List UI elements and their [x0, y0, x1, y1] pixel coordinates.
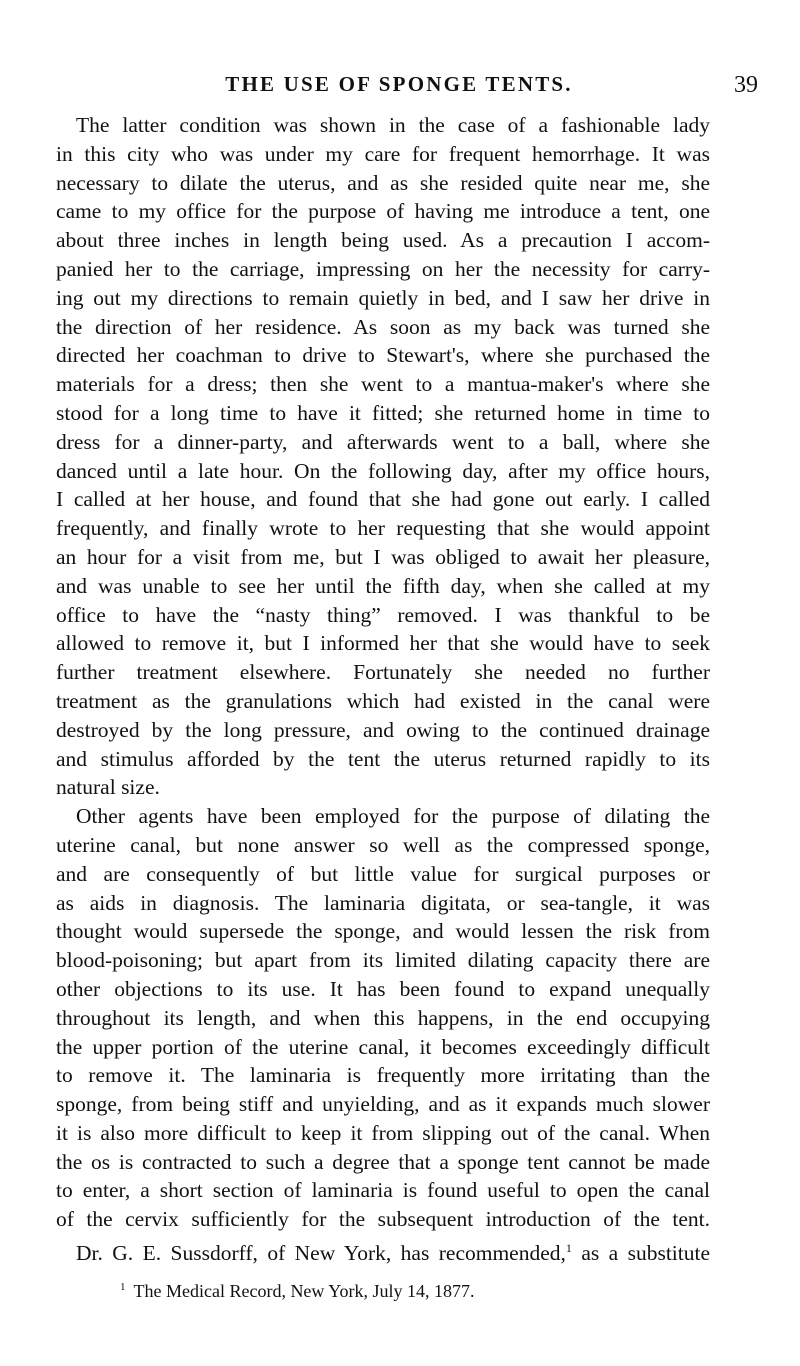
text-line: I called at her house, and found that she had gone out early. I called: [56, 487, 710, 512]
body-text: [56, 111, 711, 1266]
text-line: blood-poisoning; but apart from its limited dilating capacity there are: [56, 948, 710, 973]
text-line: danced until a late hour. On the following day, after my office hours,: [56, 458, 710, 483]
text-line: treatment as the granulations which had existed in the canal were: [56, 688, 710, 713]
text-line: to enter, a short section of laminaria is found useful to open the canal: [56, 1178, 710, 1203]
text-line: allowed to remove it, but I informed her that she would have to seek: [56, 631, 710, 656]
text-line: ing out my directions to remain quietly in bed, and I saw her drive in: [56, 285, 710, 310]
text-line: and was unable to see her until the fifth day, when she called at my: [56, 573, 710, 598]
text-line: thought would supersede the sponge, and would lessen the risk from: [56, 919, 710, 944]
text-line: The latter condition was shown in the case of a fashionable lady: [76, 113, 710, 137]
text-line: natural size.: [56, 775, 160, 800]
text-line: [56, 1234, 711, 1266]
text-line: frequently, and finally wrote to her requesting that she would appoint: [56, 516, 710, 541]
text-line: stood for a long time to have it fitted; she returned home in time to: [56, 400, 710, 425]
text-line: and are consequently of but little value for surgical purposes or: [56, 861, 710, 886]
text-line: Other agents have been employed for the purpose of dilating the: [76, 804, 710, 829]
text-line: sponge, from being stiff and unyielding, and as it expands much slower: [56, 1092, 710, 1117]
text-line: destroyed by the long pressure, and owing to the continued drainage: [56, 717, 710, 742]
text-line: an hour for a visit from me, but I was obliged to await her pleasure,: [56, 544, 710, 569]
text-line: to remove it. The laminaria is frequently more irritating than the: [56, 1063, 710, 1088]
text-line: throughout its length, and when this happens, in the end occupying: [56, 1005, 710, 1030]
text-line: about three inches in length being used. As a precaution I accom-: [56, 228, 710, 253]
page-number: 39: [734, 72, 758, 98]
text-fragment: Dr. G. E. Sussdorff, of New York, has recommended,: [76, 1241, 566, 1266]
running-title: THE USE OF SPONGE TENTS.: [225, 72, 573, 96]
text-line: of the cervix sufficiently for the subsequent introduction of the tent.: [56, 1207, 710, 1232]
footnote: [56, 1275, 710, 1303]
text-line: dress for a dinner-party, and afterwards went to a ball, where she: [56, 429, 710, 454]
text-line: directed her coachman to drive to Stewart's, where she purchased the: [56, 343, 710, 368]
text-line: it is also more difficult to keep it from slipping out of the canal. When: [56, 1120, 710, 1145]
text-line: the upper portion of the uterine canal, it becomes exceedingly difficult: [56, 1034, 710, 1059]
paragraph-3: [56, 1234, 711, 1266]
text-line: and stimulus afforded by the tent the uterus returned rapidly to its: [56, 746, 710, 771]
text-line: office to have the “nasty thing” removed. I was thankful to be: [56, 602, 710, 627]
running-head: [40, 72, 758, 108]
text-line: as aids in diagnosis. The laminaria digitata, or sea-tangle, it was: [56, 890, 710, 915]
text-line: necessary to dilate the uterus, and as she resided quite near me, she: [56, 170, 710, 195]
text-line: the os is contracted to such a degree that a sponge tent cannot be made: [56, 1149, 710, 1174]
text-line: further treatment elsewhere. Fortunately she needed no further: [56, 660, 710, 685]
footnote-mark: 1: [120, 1281, 126, 1293]
text-line: in this city who was under my care for frequent hemorrhage. It was: [56, 141, 710, 166]
text-line: came to my office for the purpose of having me introduce a tent, one: [56, 199, 710, 224]
footnote-text: The Medical Record, New York, July 14, 1877.: [133, 1281, 475, 1301]
paragraph-1: [56, 111, 710, 802]
text-line: uterine canal, but none answer so well as the compressed sponge,: [56, 832, 710, 857]
text-line: materials for a dress; then she went to a mantua-maker's where she: [56, 372, 710, 397]
text-line: panied her to the carriage, impressing on her the necessity for carry-: [56, 256, 710, 281]
text-fragment: as a substitute: [571, 1241, 711, 1266]
paragraph-2: [56, 802, 710, 1234]
footnote-reference: 1: [565, 1241, 572, 1256]
text-line: other objections to its use. It has been found to expand unequally: [56, 976, 710, 1001]
text-line: the direction of her residence. As soon as my back was turned she: [56, 314, 710, 339]
